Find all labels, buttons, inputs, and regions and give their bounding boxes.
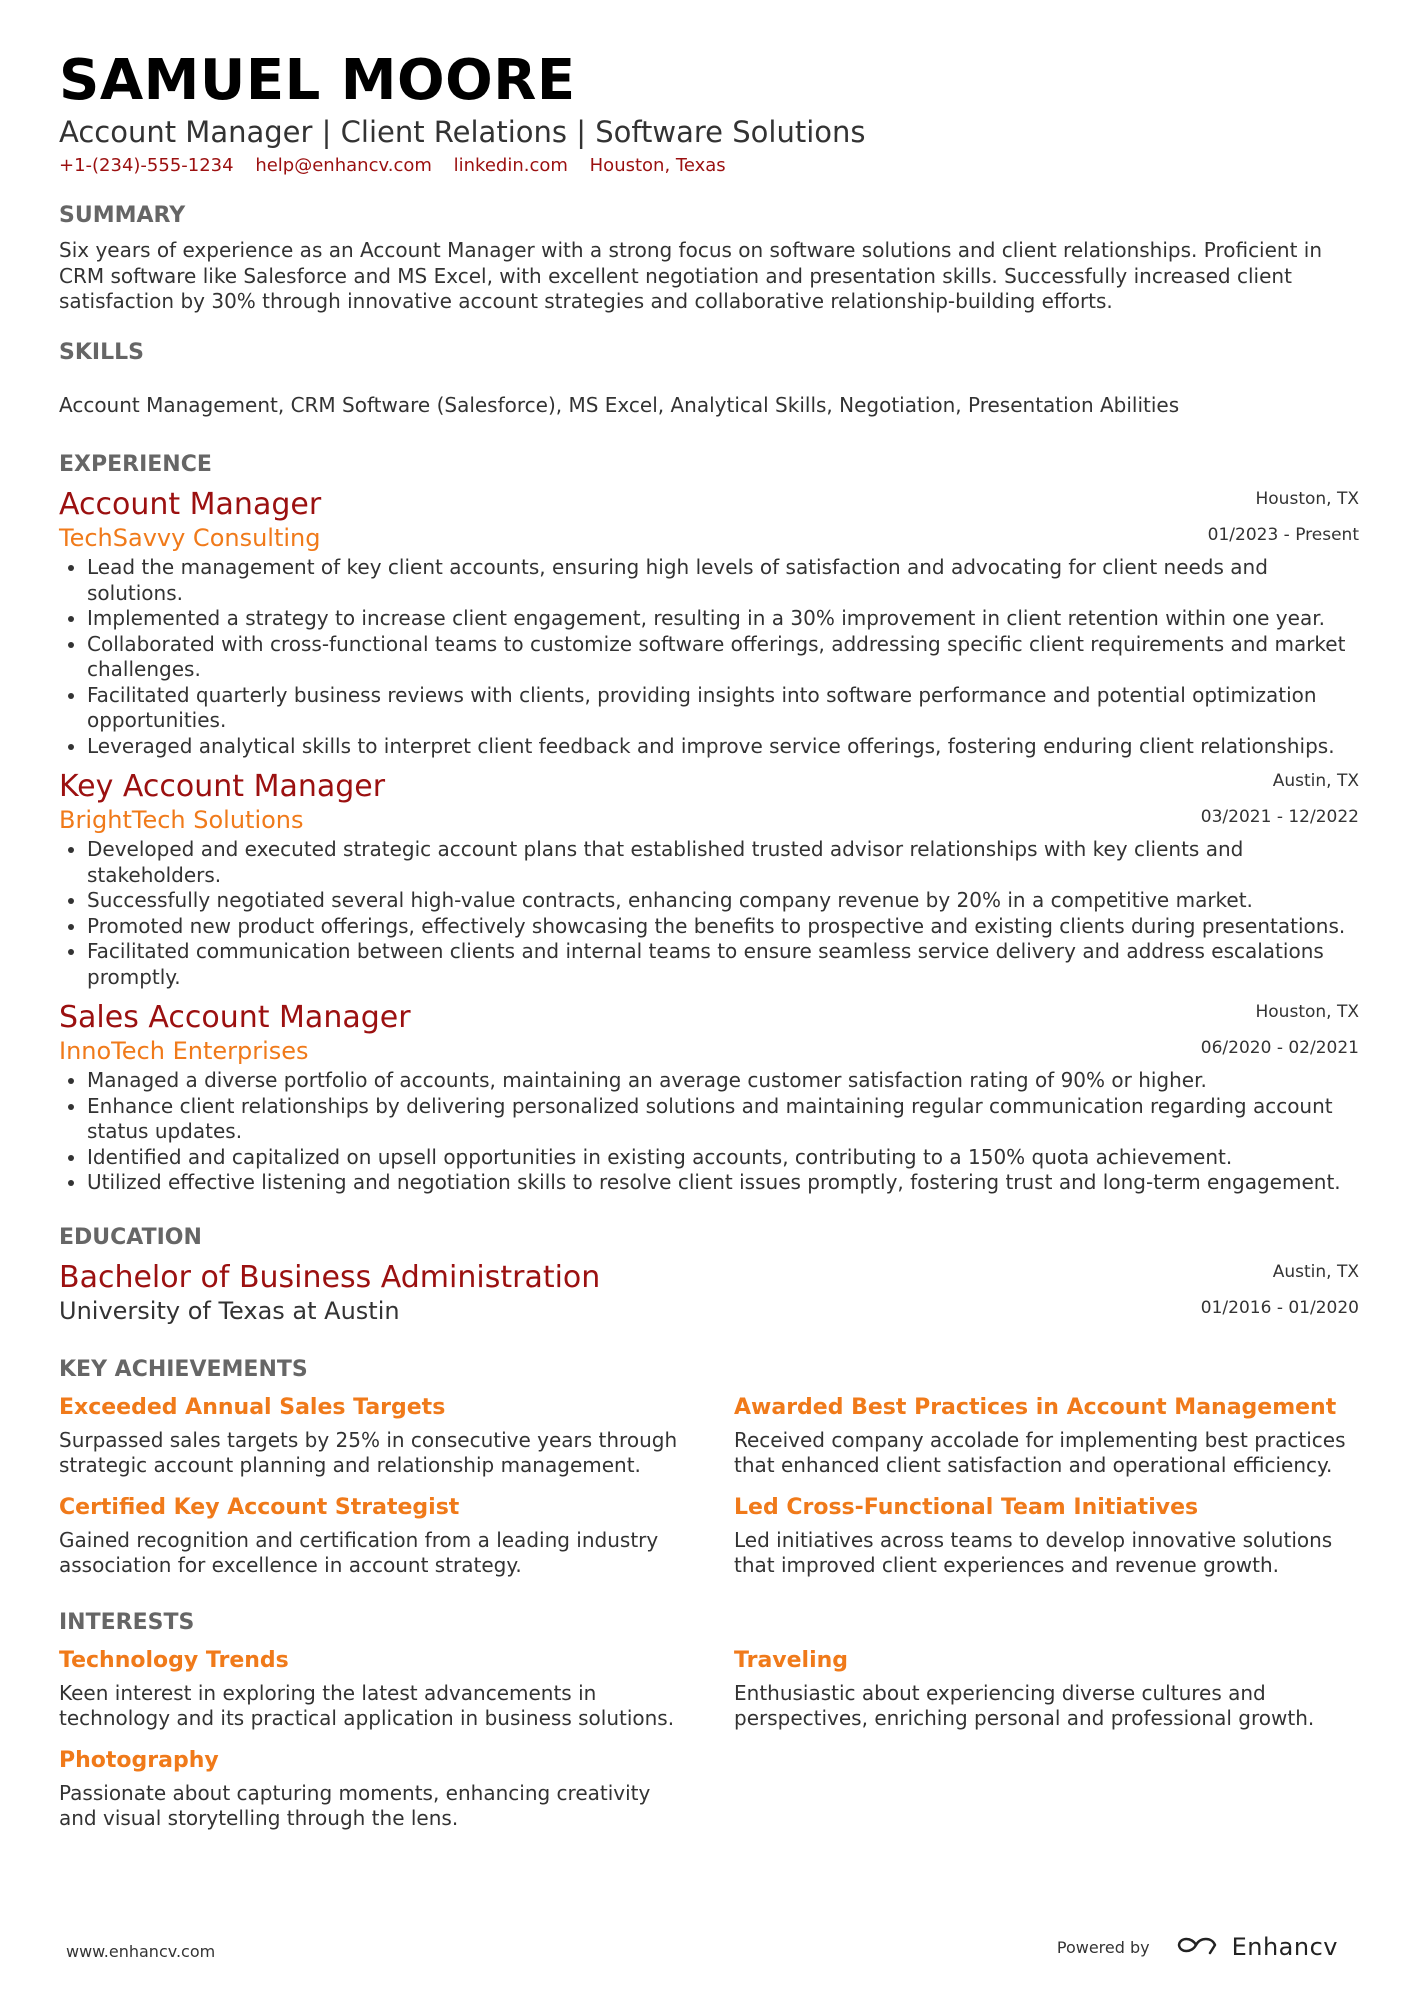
job-location: Houston, TX	[1255, 489, 1359, 509]
job-title: Sales Account Manager	[59, 1000, 411, 1035]
section-title-experience: EXPERIENCE	[59, 452, 212, 477]
job-company: InnoTech Enterprises	[59, 1037, 309, 1065]
job-dates: 01/2023 - Present	[1207, 525, 1359, 545]
job-location: Austin, TX	[1272, 771, 1359, 791]
section-title-interests: INTERESTS	[59, 1609, 195, 1635]
interests-section	[59, 1609, 1359, 1832]
achievement-desc: Led initiatives across teams to develop innovative solutions that improved client experiences and revenue growth.	[734, 1527, 1333, 1577]
contact-location: Houston, Texas	[589, 155, 726, 176]
section-title-summary: SUMMARY	[59, 203, 186, 228]
job-bullet: • Utilized effective listening and negotiation skills to resolve client issues promptly, fostering trust and long-term engagement.	[87, 1170, 1359, 1196]
achievements-section	[59, 1356, 1359, 1579]
interest-desc: Enthusiastic about experiencing diverse cultures and perspectives, enriching personal and professional growth.	[734, 1680, 1315, 1730]
job-bullet: • Enhance client relationships by delivering personalized solutions and maintaining regular communication regarding account status updates.	[87, 1094, 1359, 1145]
education-location: Austin, TX	[1272, 1261, 1359, 1282]
job-title: Key Account Manager	[59, 769, 386, 804]
achievement-title: Certified Key Account Strategist	[59, 1494, 460, 1520]
job-dates: 06/2020 - 02/2021	[1200, 1038, 1359, 1058]
job-dates: 03/2021 - 12/2022	[1200, 807, 1359, 827]
job-bullet: • Successfully negotiated several high-value contracts, enhancing company revenue by 20% in a competitive market.	[87, 888, 1359, 914]
job-bullet: • Collaborated with cross-functional teams to customize software offerings, addressing specific client requirements and market challenges.	[87, 632, 1359, 683]
job-bullets	[59, 555, 1359, 759]
job-bullet: • Identified and capitalized on upsell opportunities in existing accounts, contributing to a 150% quota achievement.	[87, 1145, 1359, 1171]
section-title-skills: SKILLS	[59, 339, 144, 365]
job-bullet: • Implemented a strategy to increase client engagement, resulting in a 30% improvement in client retention within one year.	[87, 606, 1359, 632]
candidate-subtitle: Account Manager | Client Relations | Software Solutions	[59, 115, 866, 149]
resume-page	[59, 48, 1359, 1832]
achievements-grid	[59, 1394, 1359, 1479]
interest-item	[734, 1647, 1359, 1732]
achievement-item	[59, 1494, 684, 1579]
interests-grid	[59, 1747, 1359, 1832]
education-degree: Bachelor of Business Administration	[59, 1259, 601, 1295]
job-bullet: • Developed and executed strategic account plans that established trusted advisor relationships with key clients and stakeholders.	[87, 837, 1359, 888]
job-bullet: • Managed a diverse portfolio of accounts, maintaining an average customer satisfaction rating of 90% or higher.	[87, 1068, 1359, 1094]
job-company: TechSavvy Consulting	[59, 524, 321, 552]
achievements-grid	[59, 1494, 1359, 1579]
job-bullets	[59, 837, 1359, 990]
interest-empty-slot	[734, 1747, 1359, 1832]
contact-linkedin[interactable]: linkedin.com	[453, 155, 568, 176]
brand-name: Enhancv	[1231, 1933, 1338, 1961]
education-dates: 01/2016 - 01/2020	[1200, 1297, 1359, 1318]
achievement-title: Exceeded Annual Sales Targets	[59, 1394, 446, 1420]
interest-desc: Passionate about capturing moments, enhancing creativity and visual storytelling through the lens.	[59, 1780, 651, 1830]
job-bullet: • Facilitated communication between clients and internal teams to ensure seamless service delivery and address escalations promptly.	[87, 939, 1359, 990]
achievement-title: Awarded Best Practices in Account Management	[734, 1394, 1337, 1420]
achievement-item	[59, 1394, 684, 1479]
job-bullets	[59, 1068, 1359, 1196]
job-entry	[59, 1000, 1359, 1196]
interest-title: Technology Trends	[59, 1647, 289, 1673]
skills-text: Account Management, CRM Software (Salesforce), MS Excel, Analytical Skills, Negotiation, Presentation Abilities	[59, 392, 1180, 417]
skills-section	[59, 339, 1359, 419]
achievement-desc: Gained recognition and certification from a leading industry association for excellence in account strategy.	[59, 1527, 659, 1577]
section-title-education: EDUCATION	[59, 1224, 202, 1250]
interest-title: Traveling	[734, 1647, 849, 1673]
resume-header	[59, 48, 1359, 178]
interest-desc: Keen interest in exploring the latest advancements in technology and its practical application in business solutions.	[59, 1680, 675, 1730]
achievement-desc: Received company accolade for implementing best practices that enhanced client satisfaction and operational efficiency.	[734, 1427, 1346, 1477]
enhancv-logo-icon	[1174, 1932, 1220, 1962]
section-title-achievements: KEY ACHIEVEMENTS	[59, 1356, 308, 1382]
education-section	[59, 1224, 1359, 1326]
job-company: BrightTech Solutions	[59, 806, 304, 834]
job-bullet: • Lead the management of key client accounts, ensuring high levels of satisfaction and advocating for client needs and solutions.	[87, 555, 1359, 606]
job-entry	[59, 487, 1359, 759]
job-bullet: • Leveraged analytical skills to interpret client feedback and improve service offerings, fostering enduring client relationships.	[87, 734, 1359, 760]
powered-by-label: Powered by	[1056, 1937, 1150, 1957]
summary-text: Six years of experience as an Account Manager with a strong focus on software solutions and client relationships. Proficient in CRM software like Salesforce and MS Excel, with excellent negotiation and presentation skills. Successfully increased client satisfaction by 30% through innovative account strategies and collaborative relationship-building efforts.	[59, 238, 1323, 313]
interest-item	[59, 1647, 684, 1732]
contact-phone[interactable]: +1-(234)-555-1234	[59, 155, 234, 176]
job-bullet: • Facilitated quarterly business reviews with clients, providing insights into software performance and potential optimization opportunities.	[87, 683, 1359, 734]
job-entry	[59, 769, 1359, 990]
achievement-desc: Surpassed sales targets by 25% in consecutive years through strategic account planning and relationship management.	[59, 1427, 678, 1477]
achievement-item	[734, 1394, 1359, 1479]
education-school: University of Texas at Austin	[59, 1296, 400, 1325]
interest-item	[59, 1747, 684, 1832]
education-entry	[59, 1260, 1359, 1326]
achievement-item	[734, 1494, 1359, 1579]
achievement-title: Led Cross-Functional Team Initiatives	[734, 1494, 1199, 1520]
contact-email[interactable]: help@enhancv.com	[255, 155, 432, 176]
experience-section	[59, 451, 1359, 1196]
footer-branding	[1057, 1932, 1338, 1962]
contact-row	[59, 154, 1359, 178]
job-location: Houston, TX	[1255, 1002, 1359, 1022]
candidate-name: SAMUEL MOORE	[59, 48, 576, 113]
job-bullet: • Promoted new product offerings, effectively showcasing the benefits to prospective and existing clients during presentations.	[87, 914, 1359, 940]
interest-title: Photography	[59, 1747, 219, 1773]
summary-section	[59, 202, 1359, 315]
job-title: Account Manager	[59, 487, 322, 522]
interests-grid	[59, 1647, 1359, 1732]
footer-website[interactable]: www.enhancv.com	[66, 1942, 216, 1961]
